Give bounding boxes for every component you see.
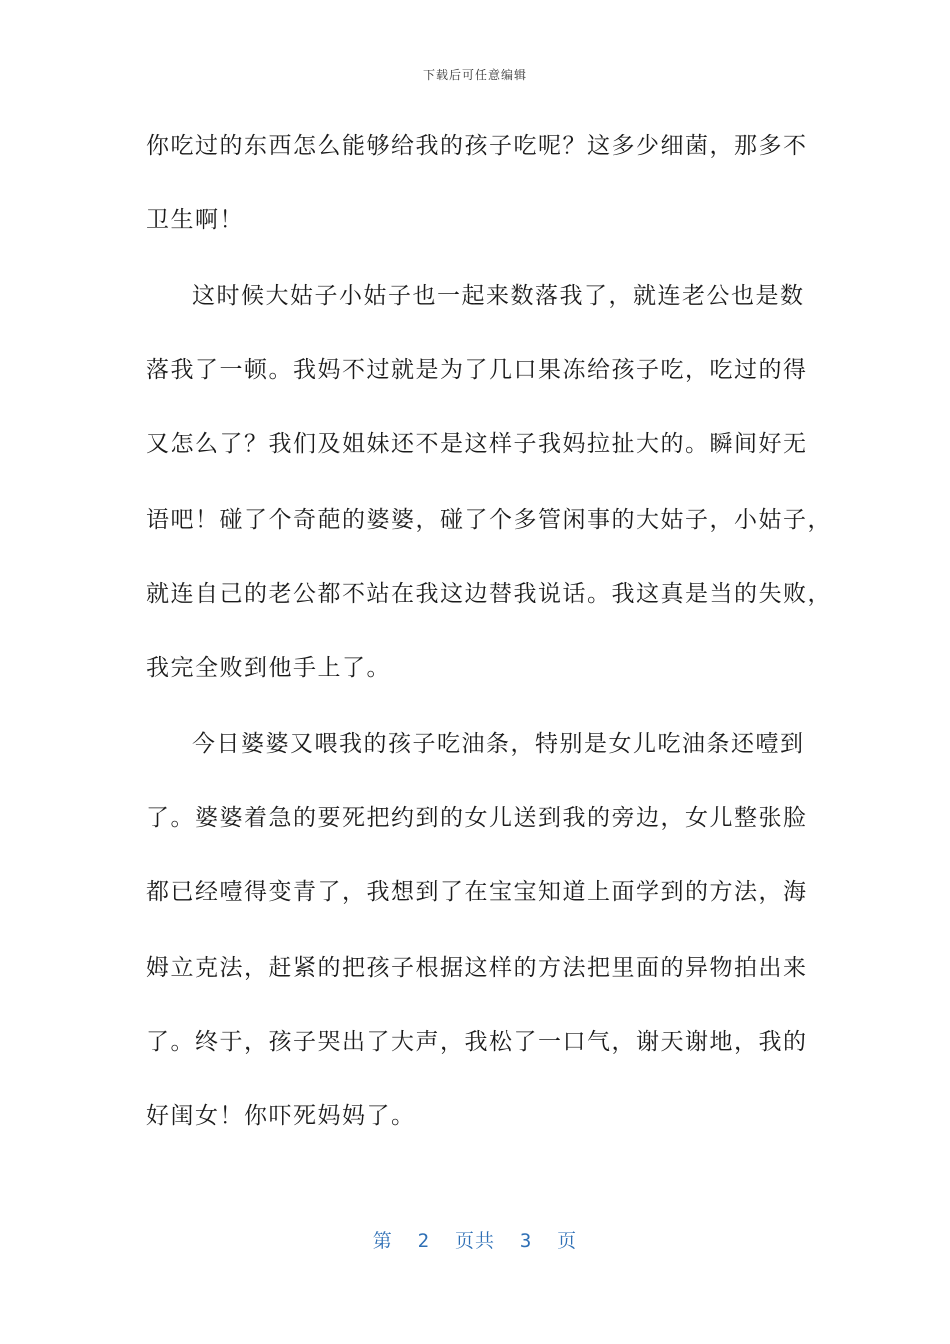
text-line-1: 你吃过的东西怎么能够给我的孩子吃呢？这多少细菌，那多不 — [146, 133, 808, 159]
text-line-5: 又怎么了？我们及姐妹还不是这样子我妈拉扯大的。瞬间好无 — [146, 431, 808, 457]
text-line-3: 这时候大姑子小姑子也一起来数落我了，就连老公也是数 — [192, 283, 805, 309]
text-line-6: 语吧！碰了个奇葩的婆婆，碰了个多管闲事的大姑子，小姑子， — [146, 507, 832, 533]
text-line-13: 了。终于，孩子哭出了大声，我松了一口气，谢天谢地，我的 — [146, 1029, 808, 1055]
text-line-7: 就连自己的老公都不站在我这边替我说话。我这真是当的失败， — [146, 581, 832, 607]
text-line-11: 都已经噎得变青了，我想到了在宝宝知道上面学到的方法，海 — [146, 879, 808, 905]
text-line-2: 卫生啊！ — [146, 207, 244, 233]
page-header: 下载后可任意编辑 — [422, 68, 527, 82]
text-line-9: 今日婆婆又喂我的孩子吃油条，特别是女儿吃油条还噎到 — [192, 731, 805, 757]
text-line-4: 落我了一顿。我妈不过就是为了几口果冻给孩子吃，吃过的得 — [146, 357, 808, 383]
page-number-footer: 第 2 页共 3 页 — [372, 1230, 578, 1252]
text-line-10: 了。婆婆着急的要死把约到的女儿送到我的旁边，女儿整张脸 — [146, 805, 808, 831]
text-line-14: 好闺女！你吓死妈妈了。 — [146, 1103, 416, 1129]
text-line-8: 我完全败到他手上了。 — [146, 655, 391, 681]
text-line-12: 姆立克法，赶紧的把孩子根据这样的方法把里面的异物拍出来 — [146, 955, 808, 981]
